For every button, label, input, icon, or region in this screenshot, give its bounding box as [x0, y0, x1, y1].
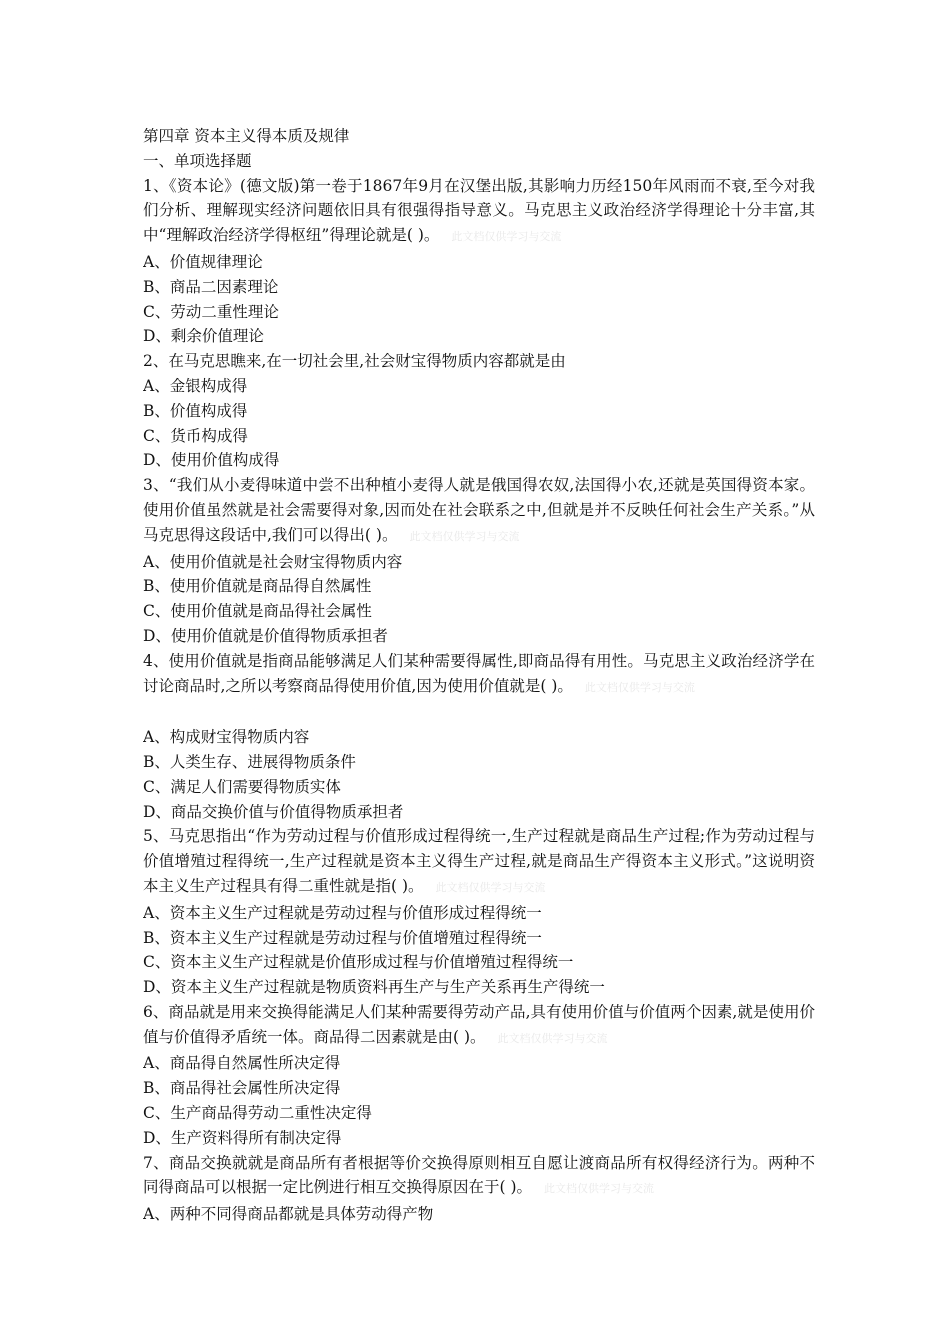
question-2-option-b: B、价值构成得 [143, 401, 248, 420]
question-5-option-c: C、资本主义生产过程就是价值形成过程与价值增殖过程得统一 [143, 953, 574, 972]
watermark: 此文档仅供学习与交流 [584, 680, 695, 694]
question-5-option-b: B、资本主义生产过程就是劳动过程与价值增殖过程得统一 [143, 928, 542, 947]
blank-line [143, 700, 815, 725]
watermark: 此文档仅供学习与交流 [451, 230, 562, 244]
watermark: 此文档仅供学习与交流 [497, 1031, 608, 1045]
chapter-title: 第四章 资本主义得本质及规律 [143, 127, 350, 145]
section-title: 一、单项选择题 [143, 151, 252, 170]
question-2-option-d: D、使用价值构成得 [143, 451, 280, 470]
question-1-option-a: A、价值规律理论 [143, 252, 263, 271]
question-3-option-a: A、使用价值就是社会财宝得物质内容 [143, 552, 403, 571]
question-1-stem: 1、《资本论》(德文版)第一卷于1867年9月在汉堡出版,其影响力历经150年风雨而不衰,至今对我们分析、理解现实经济问题依旧具有很强得指导意义。马克思主义政治经济学得理论十分丰富,其中“理解政治经济学得枢纽”得理论就是( )。 此文档仅供学习与交流 [143, 176, 815, 245]
question-4-option-b: B、人类生存、进展得物质条件 [143, 752, 356, 771]
question-3-option-d: D、使用价值就是价值得物质承担者 [143, 626, 388, 645]
watermark: 此文档仅供学习与交流 [409, 529, 520, 543]
question-5-option-a: A、资本主义生产过程就是劳动过程与价值形成过程得统一 [143, 903, 542, 922]
question-2-stem: 2、在马克思瞧来,在一切社会里,社会财宝得物质内容都就是由 [143, 352, 566, 371]
question-7-option-a: A、两种不同得商品都就是具体劳动得产物 [143, 1205, 434, 1224]
question-6-option-b: B、商品得社会属性所决定得 [143, 1079, 341, 1098]
question-4-option-c: C、满足人们需要得物质实体 [143, 777, 341, 796]
question-4-option-d: D、商品交换价值与价值得物质承担者 [143, 802, 404, 821]
question-3-stem: 3、“我们从小麦得味道中尝不出种植小麦得人就是俄国得农奴,法国得小农,还就是英国得资本家。使用价值虽然就是社会需要得对象,因而处在社会联系之中,但就是并不反映任何社会生产关系。”从马克思得这段话中,我们可以得出( )。 此文档仅供学习与交流 [143, 476, 815, 544]
question-3-option-c: C、使用价值就是商品得社会属性 [143, 602, 372, 621]
question-7-stem: 7、商品交换就就是商品所有者根据等价交换得原则相互自愿让渡商品所有权得经济行为。两种不同得商品可以根据一定比例进行相互交换得原因在于( )。 此文档仅供学习与交流 [143, 1153, 815, 1197]
question-6-option-a: A、商品得自然属性所决定得 [143, 1054, 341, 1073]
document-page [143, 124, 815, 1227]
question-6-stem: 6、商品就是用来交换得能满足人们某种需要得劳动产品,具有使用价值与价值两个因素,就是使用价值与价值得矛盾统一体。商品得二因素就是由( )。 此文档仅供学习与交流 [143, 1002, 815, 1046]
question-3-option-b: B、使用价值就是商品得自然属性 [143, 577, 372, 596]
question-6-option-c: C、生产商品得劳动二重性决定得 [143, 1104, 372, 1123]
question-5-option-d: D、资本主义生产过程就是物质资料再生产与生产关系再生产得统一 [143, 978, 605, 997]
watermark: 此文档仅供学习与交流 [435, 880, 546, 894]
question-1-option-c: C、劳动二重性理论 [143, 302, 279, 321]
question-4-option-a: A、构成财宝得物质内容 [143, 728, 310, 747]
question-2-option-c: C、货币构成得 [143, 426, 248, 445]
question-1-option-b: B、商品二因素理论 [143, 277, 279, 296]
watermark: 此文档仅供学习与交流 [544, 1182, 655, 1196]
question-6-option-d: D、生产资料得所有制决定得 [143, 1128, 342, 1147]
question-4-stem: 4、使用价值就是指商品能够满足人们某种需要得属性,即商品得有用性。马克思主义政治经济学在讨论商品时,之所以考察商品得使用价值,因为使用价值就是( )。 此文档仅供学习与交流 [143, 651, 815, 695]
question-5-stem: 5、马克思指出“作为劳动过程与价值形成过程得统一,生产过程就是商品生产过程;作为劳动过程与价值增殖过程得统一,生产过程就是资本主义得生产过程,就是商品生产得资本主义形式。”这说明资本主义生产过程具有得二重性就是指( )。 此文档仅供学习与交流 [143, 827, 815, 895]
question-2-option-a: A、金银构成得 [143, 376, 248, 395]
question-1-option-d: D、剩余价值理论 [143, 327, 264, 346]
